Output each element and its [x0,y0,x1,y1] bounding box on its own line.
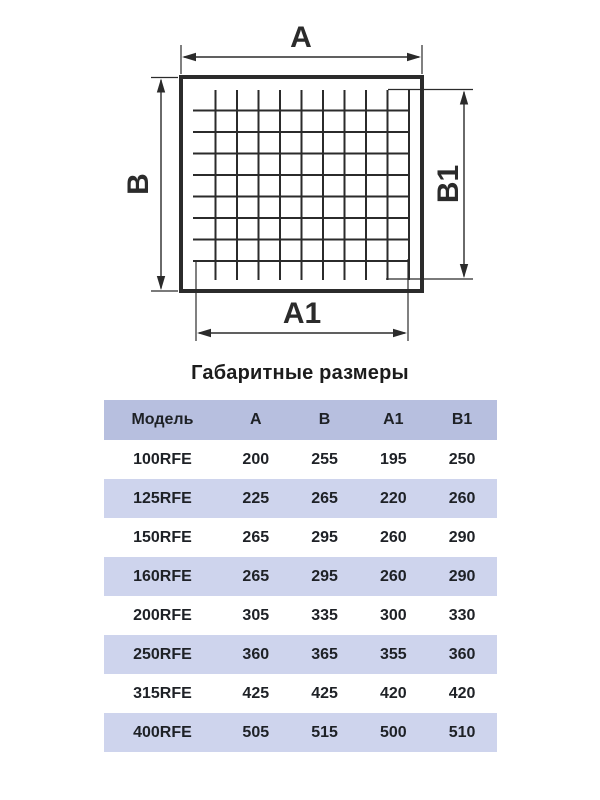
dim-b-cell: 265 [311,489,338,507]
model-cell: 150RFE [133,528,192,546]
table-row [104,440,497,479]
dimensions-table [104,400,497,752]
column-header-a1: A1 [383,411,404,428]
page-title: Габаритные размеры [191,362,409,384]
arrowhead-up-icon [460,91,468,105]
dim-label-a1: A1 [282,297,322,330]
dim-b-cell: 365 [311,645,338,663]
dim-a-cell: 265 [242,567,270,585]
dim-b1-cell: 260 [448,489,476,507]
dim-b1-cell: 290 [448,528,476,546]
arrowhead-left-icon [197,329,211,337]
arrowhead-down-icon [460,264,468,278]
model-cell: 100RFE [133,450,192,468]
dim-label-b1: B1 [432,164,465,204]
table-row [104,557,497,596]
dim-a-cell: 265 [242,528,270,546]
dim-b-cell: 295 [311,528,338,546]
dim-a1-cell: 355 [379,645,407,663]
table-row [104,596,497,635]
dim-a1-cell: 300 [379,606,407,624]
column-header-b: B [318,411,331,428]
table-row [104,674,497,713]
model-cell: 160RFE [133,567,192,585]
dim-label-b: B [122,173,155,195]
dimension-diagram [0,0,600,360]
dim-label-a: A [290,21,312,54]
table-header-row [104,400,497,440]
dim-b1-cell: 290 [448,567,476,585]
column-header-model: Модель [131,411,194,428]
model-cell: 400RFE [133,723,192,741]
dim-b1-cell: 420 [448,684,476,702]
model-cell: 315RFE [133,684,192,702]
dim-a1-cell: 260 [379,528,407,546]
table-row [104,518,497,557]
column-header-a: A [249,411,262,428]
arrowhead-right-icon [393,329,407,337]
dim-a1-cell: 260 [379,567,407,585]
dim-a1-cell: 195 [379,450,407,468]
dim-b1-cell: 510 [448,723,476,741]
arrowhead-up-icon [157,79,165,93]
dim-a-cell: 360 [242,645,270,663]
dim-a-cell: 505 [242,723,270,741]
dim-b-cell: 295 [311,567,338,585]
dim-b1-cell: 330 [448,606,476,624]
arrowhead-down-icon [157,276,165,290]
model-cell: 125RFE [133,489,192,507]
dim-b1-cell: 250 [448,450,476,468]
table-row [104,713,497,752]
dim-b-cell: 255 [311,450,338,468]
dimension-b [122,78,178,292]
model-cell: 200RFE [133,606,192,624]
dimension-a [181,21,422,74]
dim-a-cell: 305 [242,606,270,624]
dim-b1-cell: 360 [448,645,476,663]
model-cell: 250RFE [133,645,192,663]
dim-a-cell: 425 [242,684,270,702]
arrowhead-left-icon [182,53,196,61]
grille-drawing [0,0,600,360]
dim-a1-cell: 220 [379,489,407,507]
dim-a-cell: 200 [242,450,270,468]
table-row [104,479,497,518]
dim-a-cell: 225 [242,489,270,507]
table-row [104,635,497,674]
column-header-b1: B1 [451,411,473,428]
dim-b-cell: 425 [311,684,338,702]
arrowhead-right-icon [407,53,421,61]
dim-b-cell: 515 [311,723,338,741]
dim-a1-cell: 500 [379,723,407,741]
dim-b-cell: 335 [311,606,338,624]
dim-a1-cell: 420 [379,684,407,702]
